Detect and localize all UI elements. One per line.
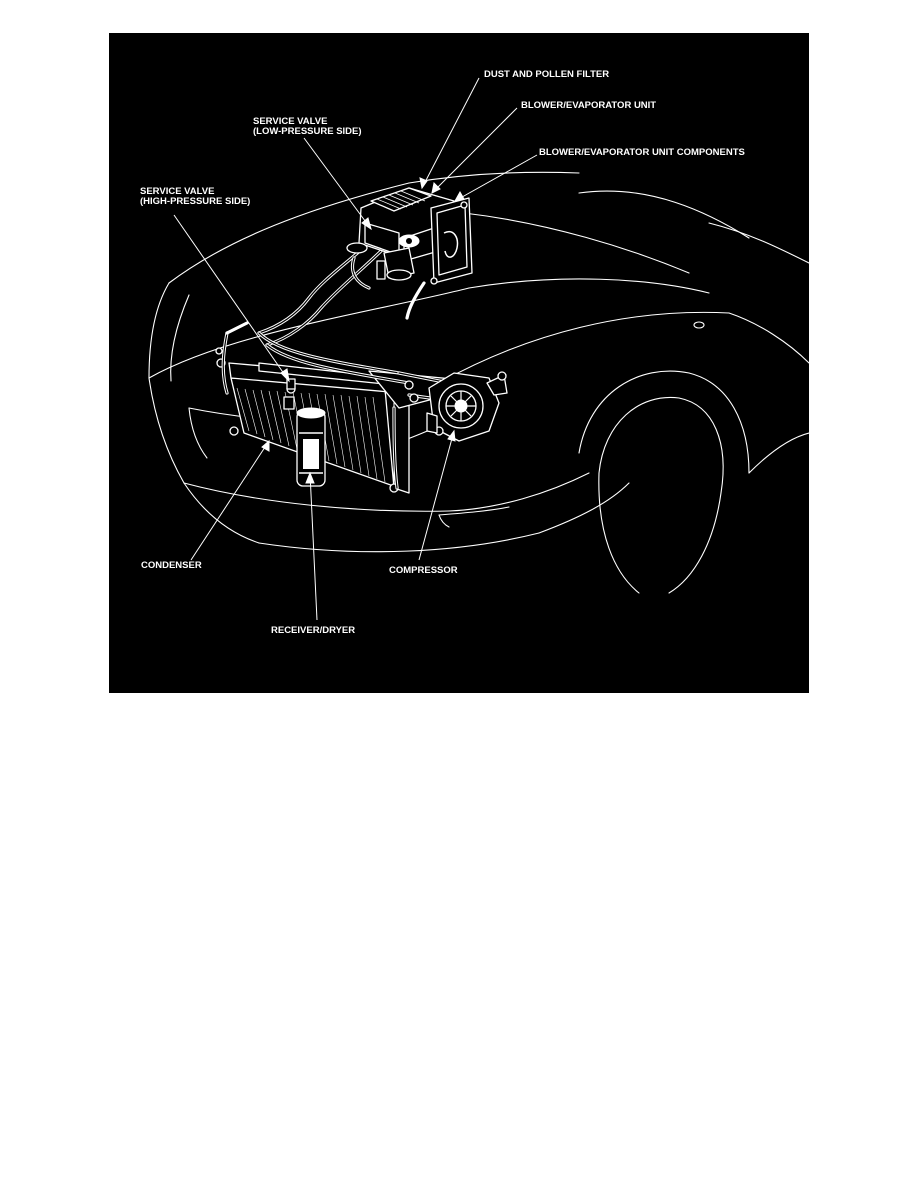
- label-receiver-dryer: RECEIVER/DRYER: [271, 625, 356, 636]
- diagram-canvas: [109, 33, 809, 693]
- label-service-valve-high-line2: (HIGH-PRESSURE SIDE): [140, 196, 251, 207]
- label-blower-evaporator-unit: BLOWER/EVAPORATOR UNIT: [521, 100, 657, 111]
- callout-labels: [140, 69, 745, 636]
- label-service-valve-low-line2: (LOW-PRESSURE SIDE): [253, 126, 362, 137]
- leader-lines: [174, 78, 537, 620]
- ac-system-diagram: [109, 33, 809, 693]
- compressor-part: [427, 372, 507, 441]
- label-service-valve-high-line1: SERVICE VALVE: [140, 186, 215, 197]
- label-condenser: CONDENSER: [141, 560, 202, 571]
- label-dust-pollen-filter: DUST AND POLLEN FILTER: [484, 69, 610, 80]
- label-compressor: COMPRESSOR: [389, 565, 458, 576]
- label-blower-evaporator-components: BLOWER/EVAPORATOR UNIT COMPONENTS: [539, 147, 745, 158]
- blower-evaporator-part: [347, 188, 472, 284]
- label-service-valve-low-line1: SERVICE VALVE: [253, 116, 328, 127]
